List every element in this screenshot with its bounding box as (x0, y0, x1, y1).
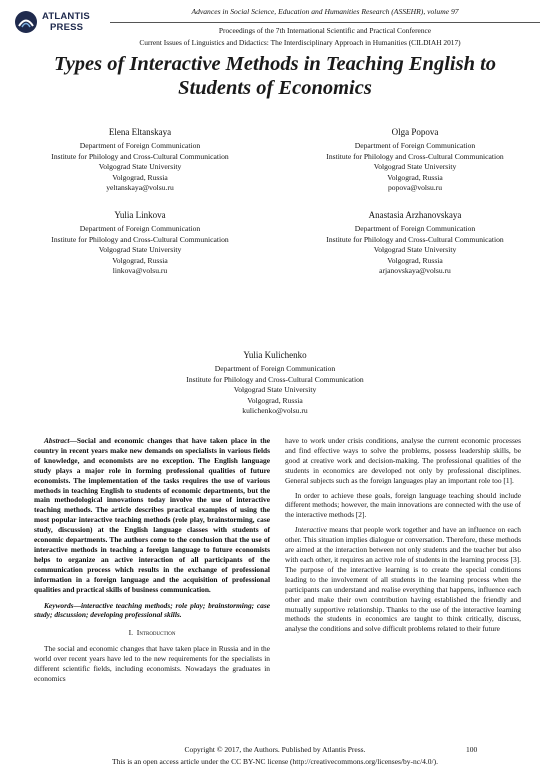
author-email: yeltanskaya@volsu.ru (106, 183, 174, 193)
conference-header: Current Issues of Linguistics and Didactics: The Interdisciplinary Approach in Humanities (CILDIAH 2017) (139, 38, 461, 47)
author-city: Volgograd, Russia (387, 172, 443, 182)
author-university: Volgograd State University (98, 245, 182, 255)
author-block (10, 209, 270, 277)
logo-text (42, 11, 90, 33)
atlantis-logo-icon (14, 10, 38, 34)
author-block (10, 126, 270, 194)
author-university: Volgograd State University (373, 162, 457, 172)
right-column (285, 436, 521, 639)
keywords-label: Keywords— (44, 600, 81, 610)
license-footer: This is an open access article under the CC BY-NC license (http://creativecommons.org/licenses/by-nc/4.0/). (111, 757, 439, 766)
body-paragraph (285, 525, 521, 634)
author-university: Volgograd State University (98, 162, 182, 172)
abstract-text: Social and economic changes that have taken place in the country in recent years make new demands on specialists in various fields of knowledge, and economists are no exception. The English language study plays a major role in forming professional qualities of future economists. The implementation of the tasks requires the use of various methods in teaching English to students of economic departments, but the main methodological innovations today involve the use of interactive teaching methods. The article describes practical examples of using the most popular interactive teaching methods (role play, brainstorming, case study, discussion) at the English language classes with students of economic departments. The authors come to the conclusion that the use of interactive methods in teaching a foreign language to future economists helps to organize an active interaction of all participants of the communication process which results in the exchange of professional information in a foreign language and the acquisition of professional qualities and practical skills of business communication. (34, 436, 270, 594)
proceedings-header: Proceedings of the 7th International Scientific and Practical Conference (218, 26, 432, 35)
body-text: means that people work together and have an influence on each other. This situation implies dialogue or conversation. Therefore, these methods are aimed at the interaction between not only students and the teacher but also with each other, it requires an active role of students in the learning process [3]. The purpose of the interactive learning is to create the special conditions leading to the involvement of all students in the learning process when the participants can understand and realise everything that happens, influence each other and make their own contribution having established the friendly and mutually supportive relationship. Thanks to the use of the interactive learning methods the students in economics are taught to think critically, discuss, analyse the conditions and solve difficult problems related to their future (285, 525, 521, 634)
author-dept: Department of Foreign Communication (79, 141, 201, 150)
section-heading (34, 628, 270, 638)
author-name: Olga Popova (391, 127, 439, 137)
body-paragraph: The social and economic changes that have taken place in Russia and in the world over recent years have led to the new requirements for the specialists in different scientific fields, including economists. Nowadays the graduates in economics (34, 644, 270, 683)
left-column (34, 436, 270, 689)
author-dept: Department of Foreign Communication (79, 224, 201, 233)
body-paragraph: have to work under crisis conditions, analyse the current economic processes and find effective ways to solve the problems, possess leadership skills, be good at creative work and decision-making. The professional qualities of the students in economics are developed not only by professional disciplines. General subjects such as the foreign languages play an important role too [1]. (285, 436, 521, 485)
author-city: Volgograd, Russia (112, 255, 168, 265)
author-email: kulichenko@volsu.ru (242, 406, 308, 416)
author-dept: Department of Foreign Communication (214, 364, 336, 373)
atlantis-press-logo (14, 8, 94, 40)
author-university: Volgograd State University (373, 245, 457, 255)
author-email: arjanovskaya@volsu.ru (379, 266, 451, 276)
author-institute: Institute for Philology and Cross-Cultural Communication (326, 234, 504, 244)
abstract-label: Abstract— (44, 436, 77, 445)
author-university: Volgograd State University (233, 385, 317, 395)
copyright-footer: Copyright © 2017, the Authors. Published by Atlantis Press. (184, 745, 366, 754)
author-email: linkova@volsu.ru (112, 266, 168, 276)
author-dept: Department of Foreign Communication (354, 224, 476, 233)
keywords (34, 601, 270, 621)
author-block (285, 126, 545, 194)
author-city: Volgograd, Russia (112, 172, 168, 182)
author-name: Yulia Linkova (114, 210, 166, 220)
abstract (34, 436, 270, 595)
author-name: Yulia Kulichenko (243, 350, 307, 360)
author-institute: Institute for Philology and Cross-Cultural Communication (186, 374, 364, 384)
emphasis-word: Interactive (295, 525, 328, 535)
author-city: Volgograd, Russia (247, 395, 303, 405)
page-number: 100 (466, 745, 478, 754)
section-number: I. (128, 628, 133, 638)
logo-line2: PRESS (50, 22, 84, 33)
logo-line1: ATLANTIS (42, 11, 90, 22)
paper-title: Types of Interactive Methods in Teaching English to Students of Economics (53, 53, 497, 99)
body-paragraph: In order to achieve these goals, foreign language teaching should include different methods; however, the main innovations are connected with the use of the interactive methods [2]. (285, 490, 521, 520)
author-block (145, 349, 405, 417)
author-institute: Institute for Philology and Cross-Cultural Communication (51, 234, 229, 244)
author-email: popova@volsu.ru (387, 183, 443, 193)
author-name: Anastasia Arzhanovskaya (368, 210, 462, 220)
keywords-text: interactive teaching methods; role play; brainstorming; case study; discussion; developing professional skills. (34, 600, 270, 620)
journal-header: Advances in Social Science, Education and Humanities Research (ASSEHR), volume 97 (191, 7, 459, 16)
section-title: Introduction (136, 628, 176, 638)
author-block (285, 209, 545, 277)
author-institute: Institute for Philology and Cross-Cultural Communication (326, 151, 504, 161)
author-name: Elena Eltanskaya (108, 127, 172, 137)
author-institute: Institute for Philology and Cross-Cultural Communication (51, 151, 229, 161)
author-dept: Department of Foreign Communication (354, 141, 476, 150)
author-city: Volgograd, Russia (387, 255, 443, 265)
header-divider (110, 22, 540, 23)
